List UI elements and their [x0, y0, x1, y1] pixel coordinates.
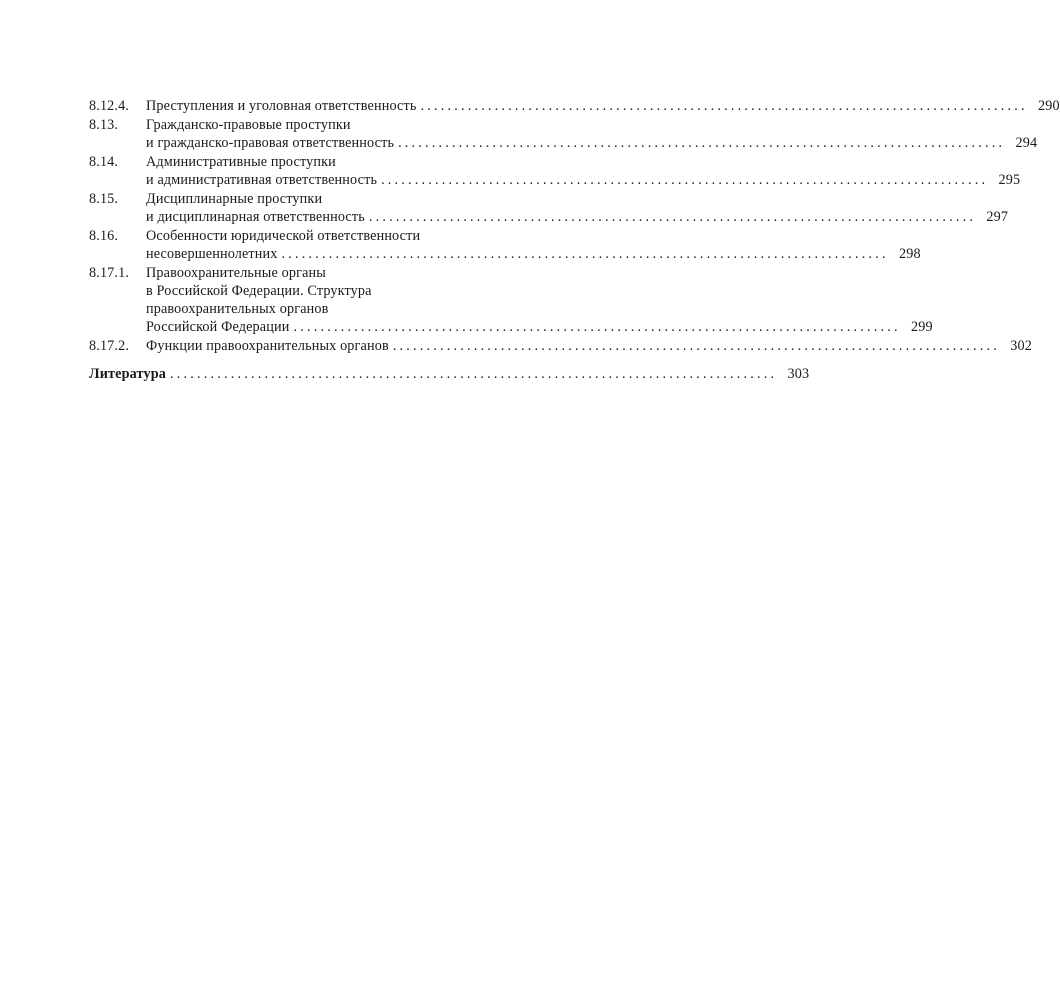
toc-entry[interactable] [89, 190, 1009, 226]
toc-entry-number: 8.16. [89, 228, 119, 244]
toc-entry-title-continued: в Российской Федерации. Структура [146, 283, 372, 299]
toc-entry-number: 8.17.1. [89, 265, 130, 281]
literature-page: 303 [787, 366, 810, 382]
toc-entry-page: 299 [910, 319, 933, 335]
toc-entry-literature[interactable] [89, 365, 810, 383]
toc-entry-title: Административные проступки [146, 154, 336, 170]
toc-entry-number: 8.12.4. [89, 98, 130, 114]
leader-dots: .......................................................................................... [398, 135, 1006, 151]
toc-entry[interactable] [89, 97, 1060, 115]
toc-entry-title-continued: Российской Федерации [146, 319, 290, 335]
leader-dots: .......................................................................................... [293, 319, 901, 335]
toc-entry-number: 8.17.2. [89, 338, 130, 354]
toc-entry-title-continued: и дисциплинарная ответственность [146, 209, 365, 225]
leader-dots: .......................................................................................... [381, 172, 989, 188]
toc-entry-title-continued: и гражданско-правовая ответственность [146, 135, 395, 151]
leader-dots: .......................................................................................... [420, 98, 1028, 114]
toc-entry-title: Особенности юридической ответственности [146, 228, 421, 244]
toc-entry-title-continued: несовершеннолетних [146, 246, 278, 262]
toc-entry-number: 8.15. [89, 191, 119, 207]
toc-entry-page: 290 [1037, 98, 1060, 114]
toc-entry-page: 297 [986, 209, 1009, 225]
toc-entry-title: Преступления и уголовная ответственность [146, 98, 417, 114]
toc-entry-page: 294 [1015, 135, 1038, 151]
leader-dots: .......................................................................................... [392, 338, 1001, 354]
toc-entry[interactable] [89, 337, 1033, 355]
table-of-contents [89, 97, 1060, 384]
toc-entry-title: Правоохранительные органы [146, 265, 326, 281]
toc-entry-title: Дисциплинарные проступки [146, 191, 323, 207]
toc-entry-number: 8.13. [89, 117, 119, 133]
leader-dots: .......................................................................................... [170, 366, 778, 382]
toc-entry[interactable] [89, 227, 921, 263]
toc-entry-page: 298 [899, 246, 921, 262]
toc-entry-number: 8.14. [89, 154, 119, 170]
toc-entry-title: Функции правоохранительных органов [146, 338, 389, 354]
toc-entry-title-continued: правоохранительных органов [146, 301, 329, 317]
toc-entry-page: 295 [998, 172, 1021, 188]
toc-entry-page: 302 [1010, 338, 1033, 354]
leader-dots: .......................................................................................... [281, 246, 889, 262]
toc-entry-title-continued: и административная ответственность [146, 172, 378, 188]
toc-entry-title: Гражданско-правовые проступки [146, 117, 351, 133]
toc-entry[interactable] [89, 116, 1038, 152]
toc-entry[interactable] [89, 153, 1021, 189]
leader-dots: .......................................................................................... [368, 209, 977, 225]
toc-entry[interactable] [89, 264, 933, 336]
literature-title: Литература [89, 366, 166, 382]
